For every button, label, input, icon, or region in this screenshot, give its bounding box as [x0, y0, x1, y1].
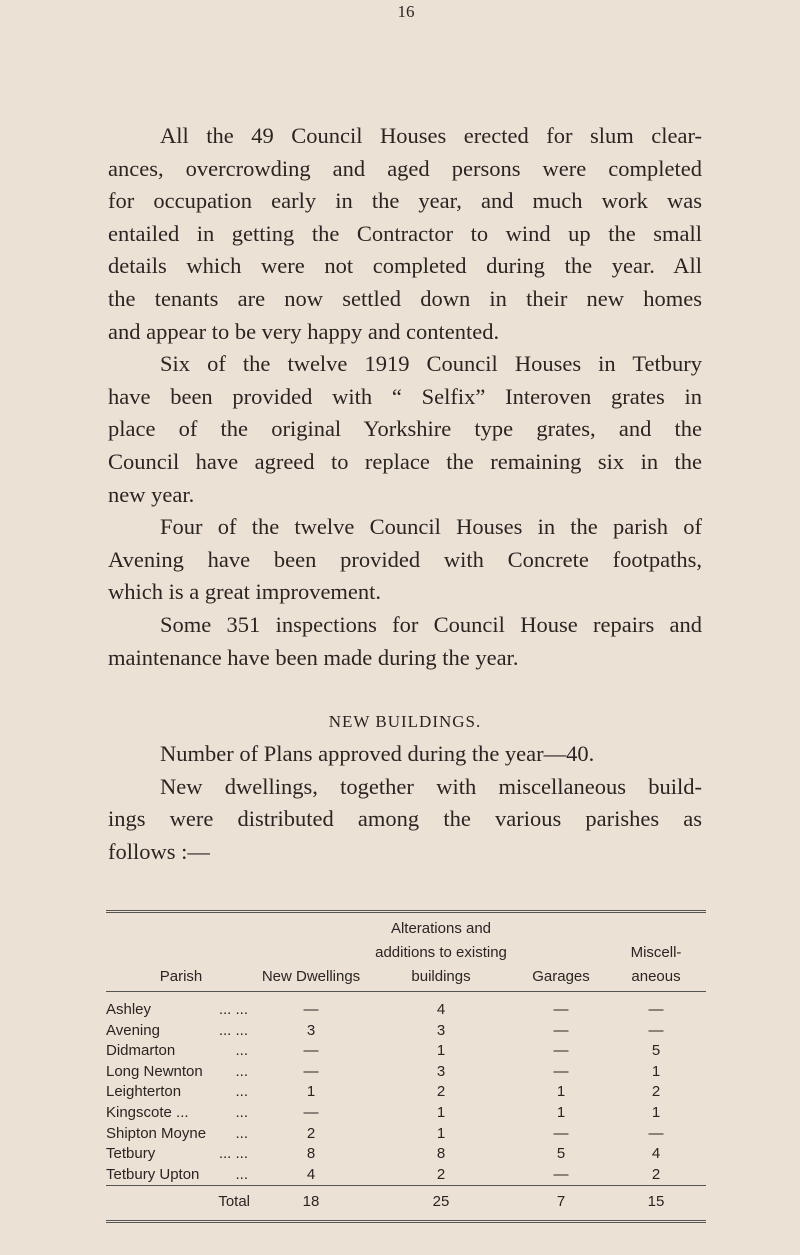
total-gar: 7 — [516, 1186, 606, 1222]
text-line: have been provided with “ Selfix” Interoven grates in — [108, 383, 702, 409]
misc-cell: 4 — [651, 1145, 661, 1163]
text-line: Four of the twelve Council Houses in the parish of — [160, 514, 702, 540]
misc-cell: 2 — [651, 1083, 661, 1101]
garages-cell: 1 — [556, 1103, 566, 1121]
paragraph — [108, 738, 702, 771]
table-row — [106, 1165, 706, 1186]
garages-cell: — — [553, 1021, 569, 1039]
table-row — [106, 1103, 706, 1124]
text-line: place of the original Yorkshire type grates, and the — [108, 416, 702, 442]
parish-cell: Ashley ... ... — [106, 1001, 248, 1018]
col-garages: Garages — [516, 912, 606, 992]
table-row — [106, 1062, 706, 1083]
text-line: New dwellings, together with miscellaneous build- — [160, 773, 702, 799]
new-dwellings-cell: — — [303, 1062, 319, 1080]
total-misc: 15 — [606, 1186, 706, 1222]
col-new-dwellings: New Dwellings — [256, 912, 366, 992]
text-line: new year. — [108, 481, 195, 507]
text-line: Six of the twelve 1919 Council Houses in Tetbury — [160, 351, 702, 377]
text-line: Council have agreed to replace the remaining six in the — [108, 448, 702, 474]
misc-cell: — — [648, 1021, 664, 1039]
paragraph — [108, 120, 702, 348]
text-line: Some 351 inspections for Council House repairs and — [160, 611, 702, 637]
misc-cell: — — [648, 1001, 664, 1018]
garages-cell: — — [553, 1124, 569, 1142]
new-dwellings-cell: 4 — [306, 1165, 316, 1183]
new-dwellings-cell: 2 — [306, 1124, 316, 1142]
paragraph — [108, 511, 702, 609]
alterations-cell: 1 — [436, 1103, 446, 1121]
alterations-cell: 3 — [436, 1021, 446, 1039]
alterations-cell: 1 — [436, 1124, 446, 1142]
text-line: follows :— — [108, 838, 210, 864]
text-line: Avening have been provided with Concrete footpaths, — [108, 546, 702, 572]
parish-cell: Kingscote ... ... — [106, 1103, 248, 1121]
parish-cell: Shipton Moyne ... — [106, 1124, 248, 1142]
parish-cell: Avening ... ... — [106, 1021, 248, 1039]
paragraph — [108, 771, 702, 869]
garages-cell: 5 — [556, 1145, 566, 1163]
text-line: details which were not completed during the year. All — [108, 253, 702, 279]
text-line: the tenants are now settled down in their new homes — [108, 285, 702, 311]
parish-cell: Long Newnton ... — [106, 1062, 248, 1080]
alterations-cell: 2 — [436, 1165, 446, 1183]
alterations-cell: 3 — [436, 1062, 446, 1080]
col-parish: Parish — [106, 912, 256, 992]
table-row — [106, 1144, 706, 1165]
garages-cell: — — [553, 1165, 569, 1183]
text-line: entailed in getting the Contractor to wind up the small — [108, 220, 702, 246]
alterations-cell: 1 — [436, 1042, 446, 1060]
parish-cell: Tetbury Upton ... — [106, 1165, 248, 1183]
page-number: 16 — [397, 2, 415, 21]
misc-cell: 5 — [651, 1042, 661, 1060]
text-line: which is a great improvement. — [108, 579, 382, 605]
garages-cell: 1 — [556, 1083, 566, 1101]
text-line: ings were distributed among the various parishes as — [108, 806, 702, 832]
alterations-cell: 4 — [436, 1001, 446, 1018]
table-row — [106, 1021, 706, 1042]
text-line: ances, overcrowding and aged persons were completed — [108, 155, 702, 181]
section-heading: NEW BUILDINGS. — [328, 712, 482, 732]
col-alterations: Alterations and additions to existing buildings — [366, 912, 516, 992]
total-label: Total — [106, 1186, 256, 1222]
text-line: for occupation early in the year, and much work was — [108, 188, 702, 214]
misc-cell: — — [648, 1124, 664, 1142]
new-dwellings-cell: — — [303, 1001, 319, 1018]
misc-cell: 1 — [651, 1062, 661, 1080]
body-text — [108, 120, 702, 868]
new-dwellings-cell: — — [303, 1103, 319, 1121]
total-alt: 25 — [366, 1186, 516, 1222]
garages-cell: — — [553, 1001, 569, 1018]
new-dwellings-cell: — — [303, 1042, 319, 1060]
garages-cell: — — [553, 1042, 569, 1060]
parish-cell: Didmarton ... — [106, 1042, 248, 1060]
alterations-cell: 2 — [436, 1083, 446, 1101]
new-dwellings-cell: 1 — [306, 1083, 316, 1101]
new-dwellings-cell: 8 — [306, 1145, 316, 1163]
parish-cell: Leighterton ... — [106, 1083, 248, 1101]
text-line: Number of Plans approved during the year—40. — [160, 741, 595, 767]
text-line: maintenance have been made during the year. — [108, 644, 519, 670]
text-line: and appear to be very happy and contented. — [108, 318, 500, 344]
total-row — [106, 1186, 706, 1222]
buildings-table — [106, 910, 706, 1223]
paragraph — [108, 609, 702, 674]
parish-cell: Tetbury ... ... — [106, 1145, 248, 1163]
misc-cell: 2 — [651, 1165, 661, 1183]
text-line: All the 49 Council Houses erected for slum clear- — [160, 123, 702, 148]
new-dwellings-cell: 3 — [306, 1021, 316, 1039]
table-row — [106, 992, 706, 1021]
garages-cell: — — [553, 1062, 569, 1080]
table-row — [106, 1124, 706, 1145]
table-row — [106, 1082, 706, 1103]
paragraph — [108, 348, 702, 511]
misc-cell: 1 — [651, 1103, 661, 1121]
table-row — [106, 1041, 706, 1062]
alterations-cell: 8 — [436, 1145, 446, 1163]
total-new: 18 — [256, 1186, 366, 1222]
col-misc: Miscell- aneous — [606, 912, 706, 992]
